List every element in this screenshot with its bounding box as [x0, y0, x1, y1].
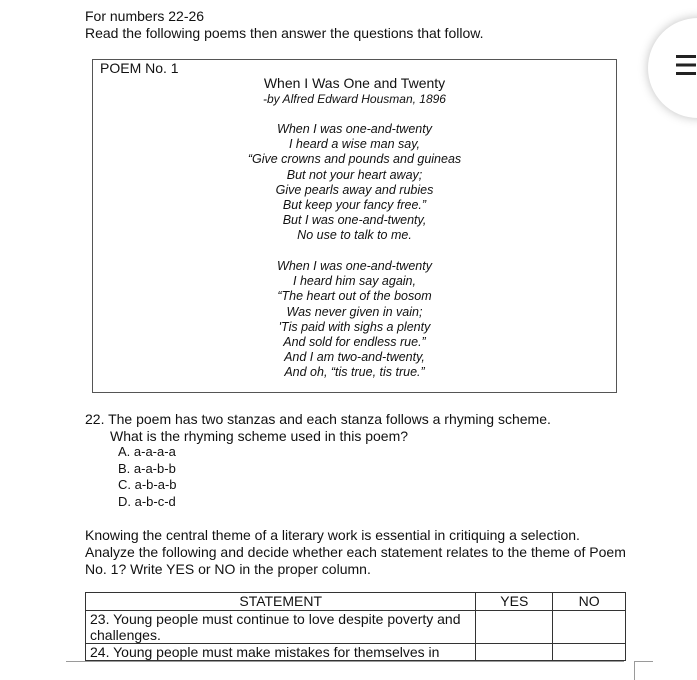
statement-table — [85, 592, 626, 661]
poem-line: Give pearls away and rubies — [275, 182, 434, 197]
poem-line: When I was one-and-twenty — [277, 259, 432, 273]
poem-stanza-1 — [92, 122, 617, 244]
no-cell[interactable] — [553, 644, 626, 661]
poem-line: But I was one-and-twenty, — [282, 213, 427, 228]
statement-header: STATEMENT — [86, 593, 476, 611]
instruction-line: No. 1? Write YES or NO in the proper column. — [85, 561, 371, 577]
option-a: A. a-a-a-a — [118, 444, 176, 459]
poem-label: POEM No. 1 — [100, 60, 179, 76]
instructions-text: Read the following poems then answer the questions that follow. — [85, 25, 484, 41]
page-corner — [634, 661, 653, 680]
poem-line: 'Tis paid with sighs a plenty — [278, 319, 431, 334]
statement-text: challenges. — [90, 627, 161, 643]
question-22-stem: 22. The poem has two stanzas and each stanza follows a rhyming scheme. — [85, 411, 551, 427]
option-b: B. a-a-b-b — [118, 460, 176, 476]
yes-header: YES — [476, 593, 553, 611]
instruction-line: Analyze the following and decide whether each statement relates to the theme of Poem — [85, 544, 626, 560]
no-cell[interactable] — [553, 611, 626, 644]
question-22-prompt: What is the rhyming scheme used in this poem? — [110, 428, 409, 444]
poem-line: I heard him say again, — [293, 274, 416, 289]
poem-line: But not your heart away; — [286, 167, 423, 182]
poem-line: And oh, “tis true, tis true.” — [284, 365, 425, 380]
yes-cell[interactable] — [476, 611, 553, 644]
poem-line: And I am two-and-twenty, — [284, 350, 425, 365]
table-row — [86, 611, 626, 644]
statement-cell — [86, 611, 476, 644]
poem-line: “The heart out of the bosom — [277, 289, 432, 304]
section-heading: For numbers 22-26 — [85, 8, 205, 24]
poem-line: Was never given in vain; — [286, 304, 423, 319]
option-c: C. a-b-a-b — [118, 477, 177, 493]
page-edge-line — [66, 661, 624, 662]
poem-line: And sold for endless rue.” — [283, 335, 426, 350]
poem-line: When I was one-and-twenty — [277, 122, 432, 136]
statement-text: 23. Young people must continue to love despite poverty and — [90, 611, 461, 627]
poem-title: When I Was One and Twenty — [263, 75, 446, 91]
yes-cell[interactable] — [476, 644, 553, 661]
poem-line: But keep your fancy free.” — [282, 198, 427, 213]
statement-text: 24. Young people must make mistakes for themselves in — [90, 644, 440, 660]
poem-line: No use to talk to me. — [297, 228, 412, 243]
poem-line: I heard a wise man say, — [288, 137, 421, 152]
poem-stanza-2 — [92, 259, 617, 381]
statement-cell — [86, 644, 476, 661]
poem-line: “Give crowns and pounds and guineas — [247, 152, 462, 167]
theme-instructions — [85, 527, 626, 578]
poem-author: -by Alfred Edward Housman, 1896 — [263, 92, 446, 106]
question-22-options — [118, 444, 177, 511]
no-header: NO — [553, 593, 626, 611]
hamburger-menu-icon[interactable] — [676, 54, 696, 76]
instruction-line: Knowing the central theme of a literary work is essential in critiquing a selection. — [85, 527, 580, 543]
table-header-row — [86, 593, 626, 611]
option-d: D. a-b-c-d — [118, 494, 176, 510]
table-row — [86, 644, 626, 661]
